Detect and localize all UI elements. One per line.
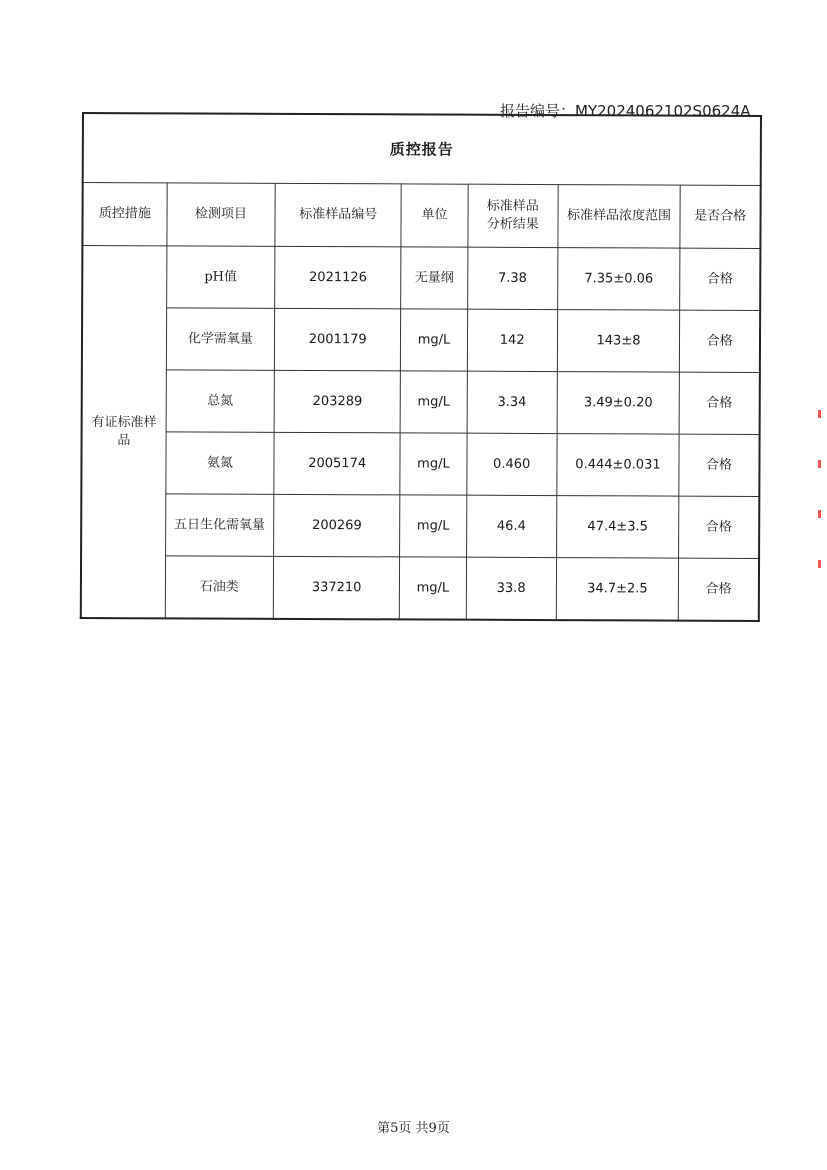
pass-cell: 合格 xyxy=(679,496,760,558)
pass-cell: 合格 xyxy=(679,434,760,496)
column-header-sample-no: 标准样品编号 xyxy=(275,183,402,247)
pass-cell: 合格 xyxy=(679,372,760,434)
report-number-label: 报告编号： xyxy=(500,102,576,120)
item-cell: 化学需氧量 xyxy=(166,308,275,370)
column-header-pass: 是否合格 xyxy=(680,185,761,248)
sample-no-cell: 2001179 xyxy=(274,308,401,371)
range-cell: 34.7±2.5 xyxy=(556,558,679,621)
range-cell: 7.35±0.06 xyxy=(557,248,680,311)
range-cell: 143±8 xyxy=(557,310,680,373)
item-cell: 五日生化需氧量 xyxy=(165,494,274,556)
result-cell: 46.4 xyxy=(466,495,557,557)
table-title: 质控报告 xyxy=(83,113,761,185)
item-cell: 总氮 xyxy=(166,370,275,432)
sample-no-cell: 2021126 xyxy=(275,246,402,309)
sample-no-cell: 2005174 xyxy=(274,432,401,495)
quality-control-table xyxy=(80,112,762,622)
item-cell: 石油类 xyxy=(165,556,274,619)
result-cell: 33.8 xyxy=(466,557,557,620)
unit-cell: mg/L xyxy=(401,371,467,433)
unit-cell: mg/L xyxy=(400,557,466,620)
pass-cell: 合格 xyxy=(680,310,761,372)
sample-no-cell: 200269 xyxy=(274,494,401,557)
report-number-value: MY2024062102S0624A xyxy=(575,102,751,120)
result-cell: 0.460 xyxy=(466,433,557,495)
range-cell: 3.49±0.20 xyxy=(557,372,680,435)
page-number: 第5页 共9页 xyxy=(377,1121,450,1136)
range-cell: 0.444±0.031 xyxy=(557,434,680,497)
table-row xyxy=(82,370,760,435)
table-row xyxy=(82,308,760,373)
table-row xyxy=(82,246,760,311)
quality-measure-cell: 有证标准样品 xyxy=(81,246,167,619)
table-row xyxy=(81,432,759,497)
column-header-unit: 单位 xyxy=(401,184,467,247)
column-header-range: 标准样品浓度范围 xyxy=(558,185,681,249)
unit-cell: mg/L xyxy=(401,309,467,371)
item-cell: pH值 xyxy=(166,246,275,308)
column-header-item: 检测项目 xyxy=(167,183,276,246)
pass-cell: 合格 xyxy=(678,558,759,621)
item-cell: 氨氮 xyxy=(166,432,275,494)
unit-cell: 无量纲 xyxy=(401,247,467,309)
sample-no-cell: 203289 xyxy=(274,370,401,433)
pass-cell: 合格 xyxy=(680,248,761,310)
column-header-result: 标准样品分析结果 xyxy=(468,184,559,247)
result-cell: 142 xyxy=(467,309,558,371)
column-header-measure: 质控措施 xyxy=(82,183,167,246)
sample-no-cell: 337210 xyxy=(273,556,400,619)
unit-cell: mg/L xyxy=(400,495,466,557)
table-row xyxy=(81,494,759,559)
result-cell: 3.34 xyxy=(467,371,558,433)
unit-cell: mg/L xyxy=(400,433,466,495)
table-row xyxy=(81,556,759,621)
range-cell: 47.4±3.5 xyxy=(556,496,679,559)
result-cell: 7.38 xyxy=(467,247,558,309)
seal-edge-marks xyxy=(818,400,824,580)
